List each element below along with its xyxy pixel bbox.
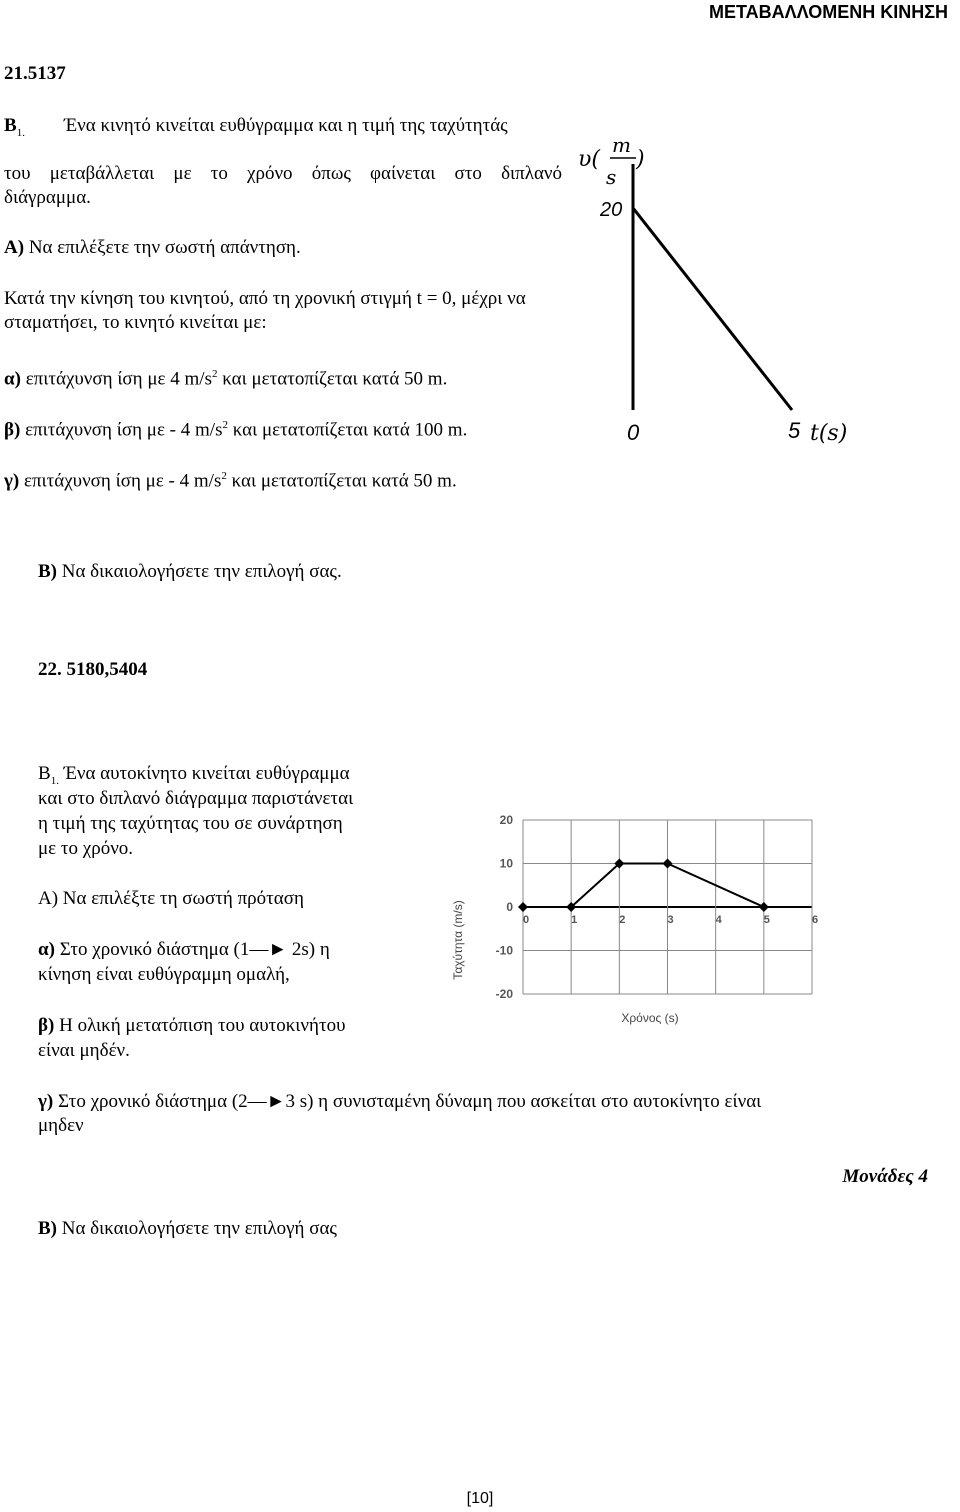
p2-option-c-line-1 (38, 1090, 761, 1114)
intro-line-3: διάγραμμα. (4, 187, 91, 208)
chart2-xtick: 6 (811, 914, 819, 926)
part-b-label: Β) (38, 561, 57, 582)
option-sup: 2 (222, 419, 228, 431)
chart1-series-line (633, 208, 792, 410)
chart1-xlabel: t(s) (810, 421, 848, 446)
b1-label: Β (4, 115, 17, 136)
option-gamma (4, 464, 457, 493)
chart2-ytick: 20 (499, 813, 513, 827)
context-line-1: Κατά την κίνηση του κινητού, από τη χρονική στιγμή t = 0, μέχρι να (4, 288, 526, 309)
part-b-label: Β) (38, 1218, 57, 1239)
chart2-xtick: 1 (571, 914, 578, 926)
option-text-end: και μετατοπίζεται κατά 100 m. (227, 419, 468, 441)
chart2-xtick: 2 (619, 914, 626, 926)
option-text: Η ολική μετατόπιση του αυτοκινήτου (59, 1015, 346, 1036)
p2-option-a-line-1 (38, 938, 330, 962)
chart2-ylabel: Ταχύτητα (m/s) (451, 900, 465, 980)
p2-intro-line-3: η τιμή της ταχύτητας του σε συνάρτηση (38, 813, 343, 834)
page-number: [10] (466, 1490, 494, 1507)
velocity-time-chart-2 (440, 800, 840, 1030)
chart2-series-line (523, 864, 764, 908)
chart2-xtick: 0 (522, 914, 530, 926)
option-text: Στο χρονικό διάστημα (2—►3 s) η συνισταμένη δύναμη που ασκείται στο αυτοκίνητο είναι (57, 1091, 762, 1112)
ylabel-denominator: s (606, 165, 617, 189)
option-label: β) (38, 1015, 55, 1036)
part-a-instruction (4, 236, 301, 260)
part-a-label: Α) (4, 237, 25, 258)
p2-intro-line-2: και στο διπλανό διάγραμμα παριστάνεται (38, 788, 354, 809)
p2-intro-text-1: Ένα αυτοκίνητο κινείται ευθύγραμμα (63, 763, 350, 784)
p2-option-c-line-2: μηδεν (38, 1115, 84, 1136)
chart2-xtick: 4 (715, 914, 722, 926)
chart1-xtick: 0 (627, 420, 640, 445)
p2-part-a: Α) Να επιλέξτε τη σωστή πρόταση (38, 888, 304, 909)
option-text-end: και μετατοπίζεται κατά 50 m. (226, 470, 457, 492)
chart2-ytick: 10 (499, 856, 513, 871)
running-header: ΜΕΤΑΒΑΛΛΟΜΕΝΗ ΚΙΝΗΣΗ (709, 2, 948, 22)
option-label: γ) (4, 470, 20, 492)
chart1-ytick: 20 (600, 199, 623, 221)
option-label: α) (38, 939, 55, 960)
ylabel-close: ) (636, 147, 645, 172)
points-label: Μονάδες 4 (842, 1166, 928, 1187)
velocity-time-chart-1 (570, 128, 860, 448)
b1-subscript: 1. (16, 126, 25, 139)
chart2-data-point (663, 859, 673, 869)
problem-number-2: 22. 5180,5404 (38, 659, 148, 680)
b1-label: Β (38, 763, 51, 784)
chart2-xlabel: Χρόνος (s) (621, 1011, 679, 1025)
intro-line-1: Ένα κινητό κινείται ευθύγραμμα και η τιμή της ταχύτητάς (64, 115, 508, 136)
chart2-ytick: -20 (495, 987, 513, 1001)
subquestion-b1 (4, 114, 25, 145)
chart2-xtick: 5 (763, 914, 770, 926)
part-b-text: Να δικαιολογήσετε την επιλογή σας. (61, 561, 342, 582)
part-b-text: Να δικαιολογήσετε την επιλογή σας (61, 1218, 337, 1239)
chart1-ylabel (578, 133, 645, 189)
option-alpha (4, 362, 447, 391)
p2-option-b-line-2: είναι μηδέν. (38, 1040, 130, 1061)
option-text-end: και μετατοπίζεται κατά 50 m. (217, 368, 448, 390)
ylabel-v: υ( (578, 147, 600, 172)
option-label: α) (4, 368, 21, 390)
chart2-ytick: -10 (495, 943, 513, 958)
option-text: επιτάχυνση ίση με - 4 m/s (25, 419, 223, 441)
option-label: γ) (38, 1091, 54, 1112)
option-text: επιτάχυνση ίση με 4 m/s (25, 368, 212, 390)
option-text: Στο χρονικό διάστημα (1—► 2s) η (59, 939, 330, 960)
ylabel-numerator: m (612, 133, 631, 157)
chart2-ytick: 0 (506, 900, 513, 914)
chart2-data-point (759, 902, 769, 912)
option-sup: 2 (221, 470, 227, 482)
chart2-xtick: 3 (667, 914, 674, 926)
intro-line-2: του μεταβάλλεται με το χρόνο όπως φαίνεται στο διπλανό (4, 163, 562, 184)
p2-option-a-line-2: κίνηση είναι ευθύγραμμη ομαλή, (38, 964, 290, 985)
p2-part-b (38, 1217, 337, 1241)
context-line-2: σταματήσει, το κινητό κινείται με: (4, 312, 267, 333)
chart1-xtick: 5 (788, 418, 801, 443)
b1-subscript: 1. (50, 774, 59, 787)
problem-number: 21.5137 (4, 63, 66, 84)
p2-intro-line-4: με το χρόνο. (38, 838, 134, 859)
option-beta (4, 413, 467, 442)
p2-option-b-line-1 (38, 1014, 346, 1038)
part-a-text: Να επιλέξετε την σωστή απάντηση. (28, 237, 301, 258)
part-b-instruction (38, 560, 342, 584)
option-label: β) (4, 419, 21, 441)
option-sup: 2 (211, 368, 218, 380)
option-text: επιτάχυνση ίση με - 4 m/s (23, 470, 222, 492)
chart2-data-point (518, 902, 528, 912)
